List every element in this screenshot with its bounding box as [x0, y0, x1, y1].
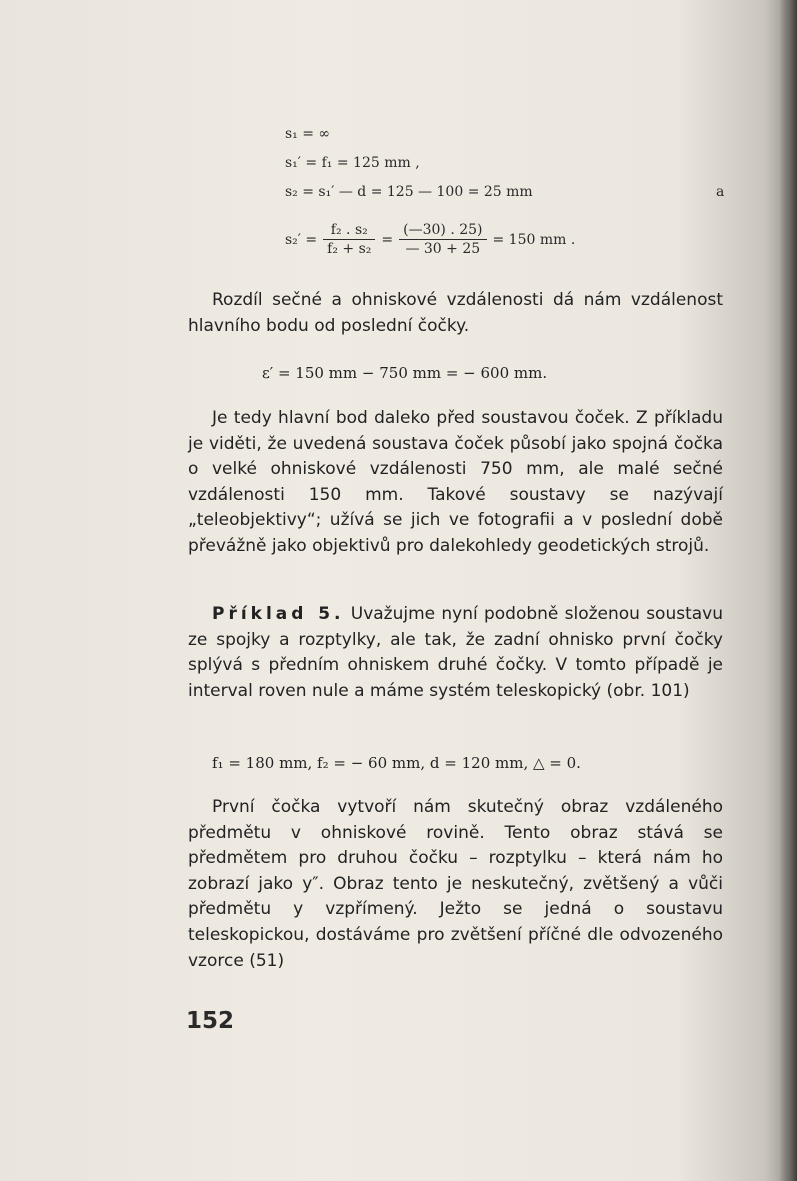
paragraph-4: [188, 795, 723, 974]
math-line-4: [285, 222, 575, 257]
math-line-3: s₂ = s₁′ — d = 125 — 100 = 25 mm: [285, 184, 533, 200]
paragraph-4-text: První čočka vytvoří nám skutečný obraz vzdáleného předmětu v ohniskové rovině. Tento obraz stává se předmětem pro druhou čočku – rozptylku – která nám ho zobrazí jako y″. Obraz tento je neskutečný, zvětšený a vůči předmětu y vzpřímený. Ježto se jedná o soustavu teleskopickou, dostáváme pro zvětšení příčné dle odvozeného vzorce (51): [188, 797, 723, 971]
paragraph-3: [188, 602, 723, 704]
fraction-equals: =: [381, 231, 394, 248]
fraction-2-denominator: — 30 + 25: [405, 241, 481, 257]
paragraph-1-text: Rozdíl sečné a ohniskové vzdálenosti dá nám vzdálenost hlavního bodu od poslední čočky.: [188, 290, 723, 336]
fraction-1: [323, 222, 375, 257]
fraction-result: = 150 mm .: [492, 231, 576, 248]
example-label: Příklad 5.: [212, 604, 345, 624]
fraction-1-numerator: f₂ . s₂: [323, 222, 375, 240]
fraction-1-denominator: f₂ + s₂: [327, 241, 372, 257]
fraction-2-numerator: (—30) . 25): [399, 222, 486, 240]
equation-focal: f₁ = 180 mm, f₂ = − 60 mm, d = 120 mm, △ = 0.: [212, 754, 581, 772]
paragraph-2: [188, 406, 723, 560]
math-line-2: s₁′ = f₁ = 125 mm ,: [285, 155, 420, 171]
paragraph-1: [188, 288, 723, 339]
page-number: 152: [186, 1008, 235, 1034]
math-line-3-suffix: a: [716, 184, 725, 200]
paragraph-3-text: Uvažujme nyní podobně složenou soustavu ze spojky a rozptylky, ale tak, že zadní ohnisko první čočky splývá s předním ohniskem druhé čočky. V tomto případě je interval roven nule a máme systém teleskopický (obr. 101): [188, 604, 723, 701]
equation-epsilon: ε′ = 150 mm − 750 mm = − 600 mm.: [262, 364, 548, 382]
paragraph-2-text: Je tedy hlavní bod daleko před soustavou čoček. Z příkladu je viděti, že uvedená soustava čoček působí jako spojná čočka o velké ohniskové vzdálenosti 750 mm, ale malé sečné vzdálenosti 150 mm. Takové soustavy se nazývají „teleobjektivy“; užívá se jich ve fotografii a v poslední době převážně jako objektivů pro dalekohledy geodetických strojů.: [188, 408, 723, 556]
fraction-2: [399, 222, 486, 257]
math-line-1: s₁ = ∞: [285, 126, 331, 142]
fraction-lhs: s₂′ =: [285, 231, 318, 248]
paragraph-3-body: [188, 602, 723, 704]
page-edge-shadow: [779, 0, 797, 1181]
